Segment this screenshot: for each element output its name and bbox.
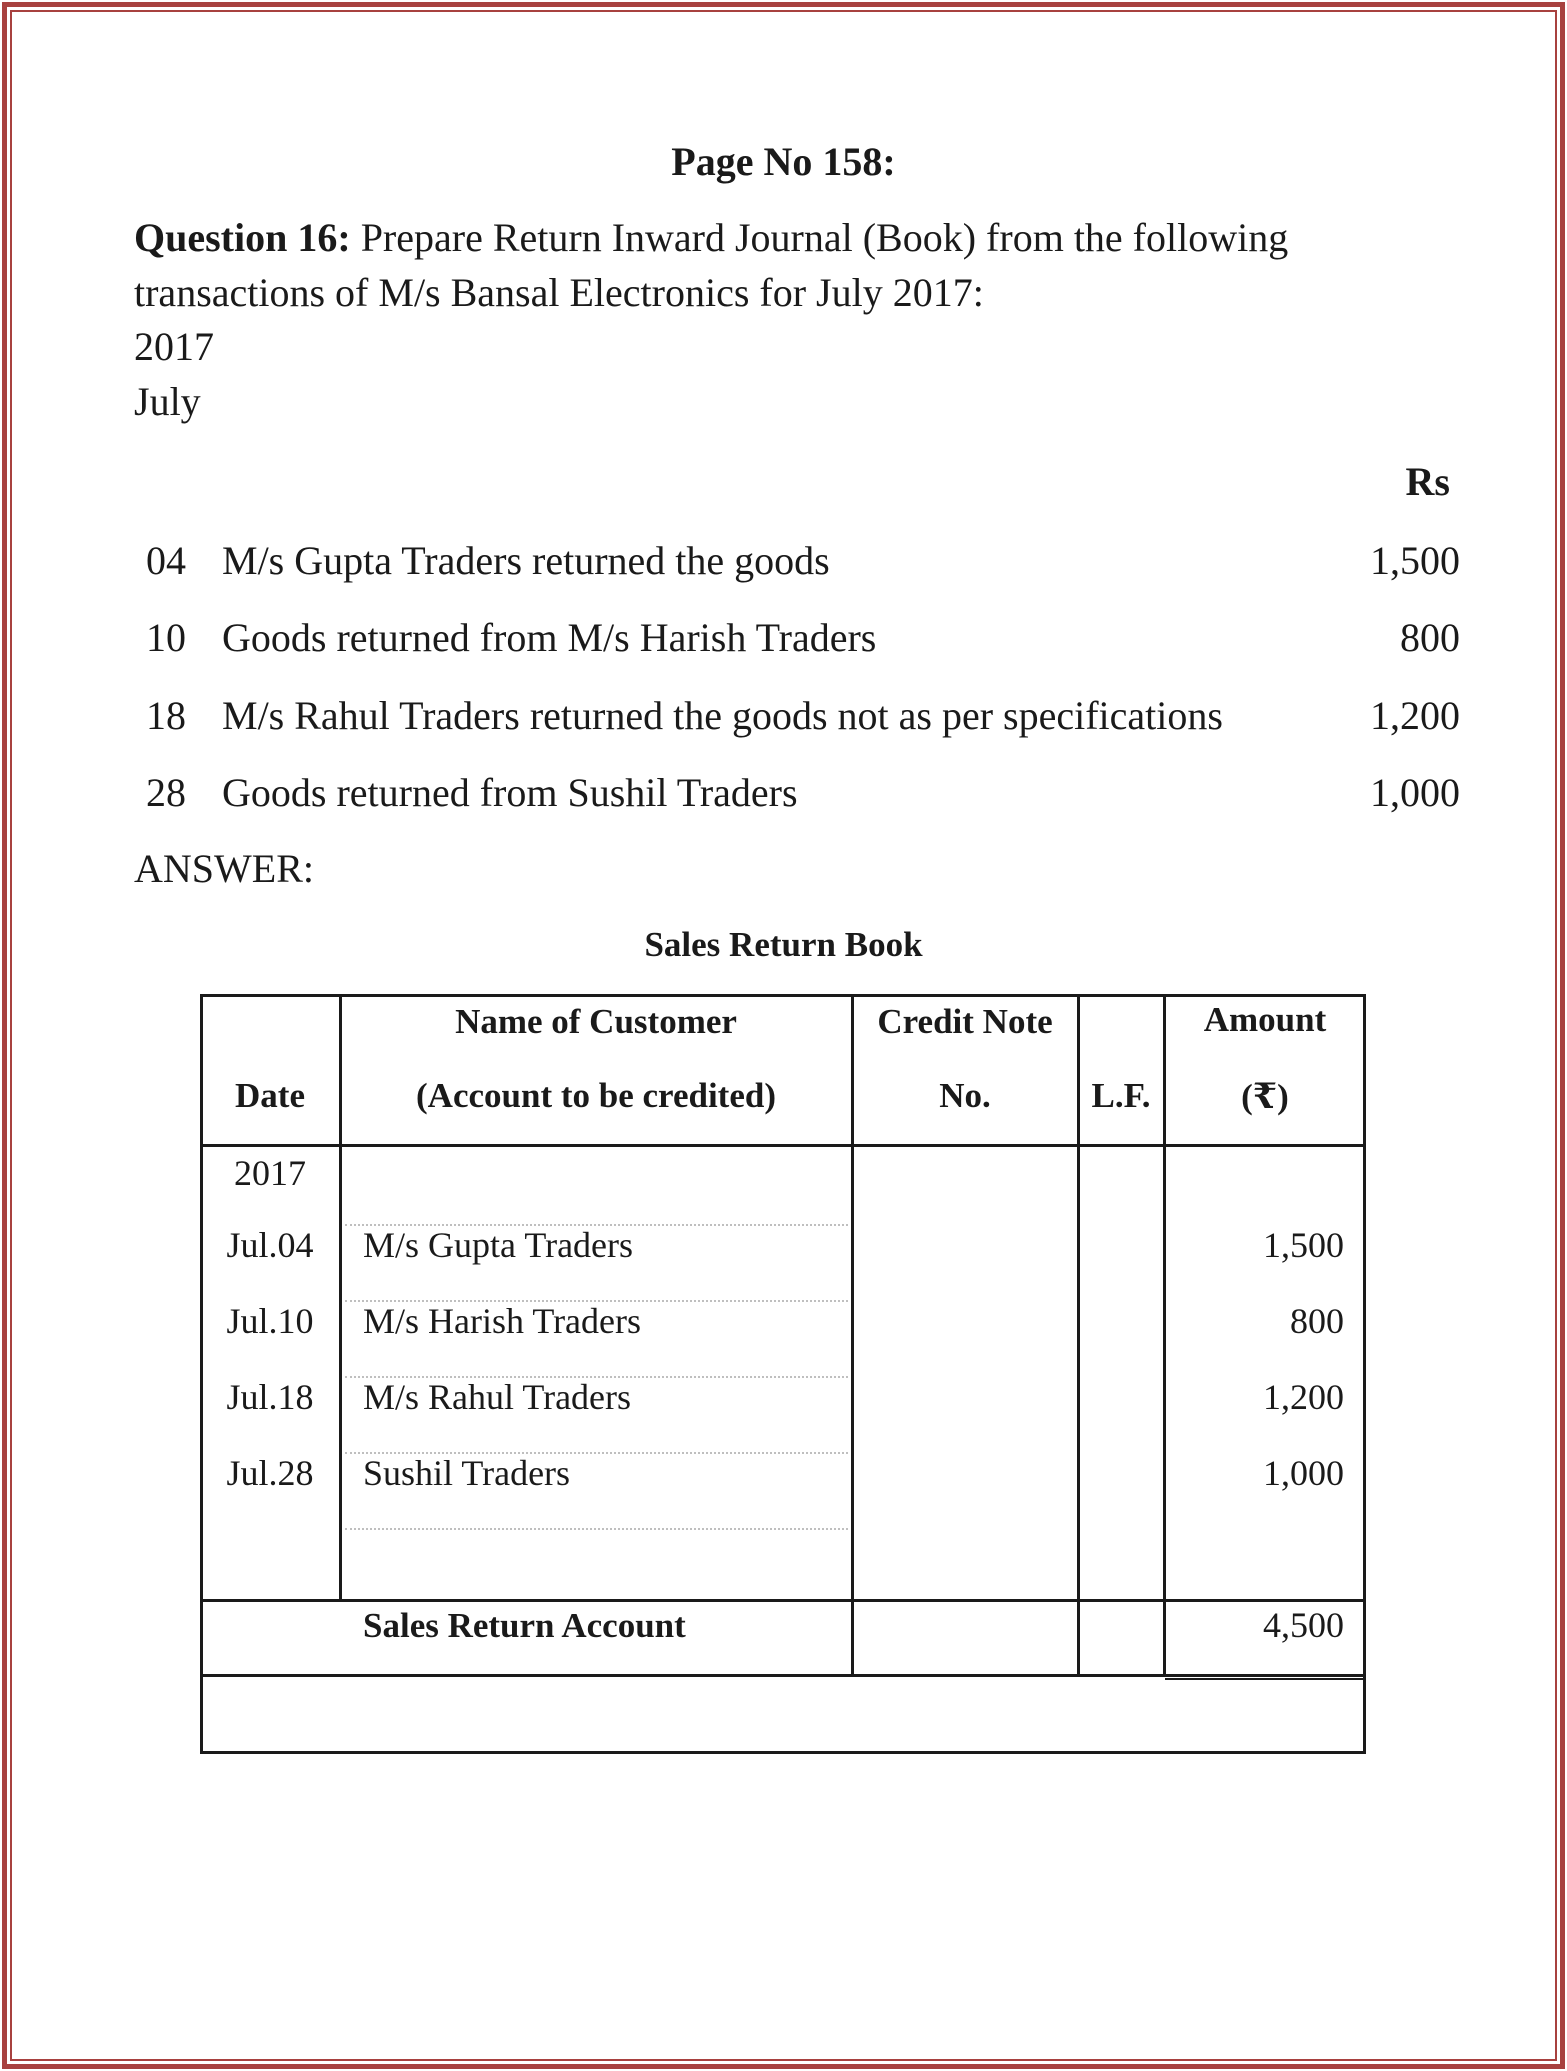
- table-border-bottom: [200, 1751, 1366, 1754]
- row-date: Jul.10: [226, 1301, 314, 1341]
- row-name: M/s Harish Traders: [363, 1301, 642, 1341]
- total-amount: 4,500: [1263, 1605, 1344, 1645]
- question-body: Prepare Return Inward Journal (Book) from the following transactions of M/s Bansal Electronics for July 2017:: [134, 215, 1289, 315]
- transaction-amount: 800: [1400, 615, 1460, 660]
- transaction-description: Goods returned from M/s Harish Traders: [222, 615, 877, 660]
- header-credit-line1: Credit Note: [877, 1002, 1053, 1041]
- transaction-amount: 1,200: [1370, 693, 1460, 738]
- transaction-row: [0, 769, 1567, 829]
- question-year: 2017: [134, 324, 214, 369]
- rs-column-header: Rs: [1405, 459, 1450, 504]
- transaction-day: 28: [146, 770, 186, 815]
- transaction-amount: 1,500: [1370, 538, 1460, 583]
- transaction-row: [0, 614, 1567, 674]
- question-label: Question 16:: [134, 215, 351, 260]
- header-amount-line2: (₹): [1241, 1077, 1289, 1116]
- row-amount: 1,000: [1263, 1453, 1344, 1493]
- header-date: Date: [235, 1076, 305, 1115]
- transaction-day: 10: [146, 615, 186, 660]
- book-title: Sales Return Book: [644, 925, 923, 964]
- transaction-row: [0, 692, 1567, 752]
- transaction-description: M/s Gupta Traders returned the goods: [222, 538, 830, 583]
- row-date: Jul.04: [226, 1225, 314, 1265]
- header-divider: [200, 1144, 1366, 1147]
- total-double-underline: [1165, 1678, 1366, 1680]
- answer-label: ANSWER:: [134, 846, 314, 891]
- row-amount: 1,200: [1263, 1377, 1344, 1417]
- transaction-description: Goods returned from Sushil Traders: [222, 770, 798, 815]
- table-border-top: [200, 994, 1366, 997]
- header-name-line2: (Account to be credited): [416, 1076, 776, 1115]
- transaction-row: [0, 537, 1567, 597]
- header-credit-line2: No.: [939, 1076, 991, 1115]
- header-name-line1: Name of Customer: [455, 1002, 737, 1041]
- row-amount: 1,500: [1263, 1225, 1344, 1265]
- transaction-amount: 1,000: [1370, 770, 1460, 815]
- transaction-description: M/s Rahul Traders returned the goods not as per specifications: [222, 693, 1223, 738]
- total-row-divider: [200, 1599, 1366, 1602]
- dotted-rule: [345, 1528, 848, 1530]
- row-date: Jul.18: [226, 1377, 314, 1417]
- transaction-day: 18: [146, 693, 186, 738]
- page-number: Page No 158:: [671, 139, 896, 184]
- table-year: 2017: [234, 1153, 306, 1193]
- transaction-day: 04: [146, 538, 186, 583]
- row-amount: 800: [1290, 1301, 1344, 1341]
- row-name: M/s Rahul Traders: [363, 1377, 632, 1417]
- header-amount-line1: Amount: [1203, 1000, 1327, 1039]
- row-date: Jul.28: [226, 1453, 314, 1493]
- sales-return-book-table: [200, 994, 1366, 1754]
- question-month: July: [134, 379, 201, 424]
- question-text: [134, 210, 1464, 320]
- row-name: Sushil Traders: [363, 1453, 571, 1493]
- total-label: Sales Return Account: [363, 1606, 686, 1645]
- footer-row-divider: [200, 1674, 1366, 1677]
- header-lf: L.F.: [1091, 1076, 1151, 1115]
- row-name: M/s Gupta Traders: [363, 1225, 634, 1265]
